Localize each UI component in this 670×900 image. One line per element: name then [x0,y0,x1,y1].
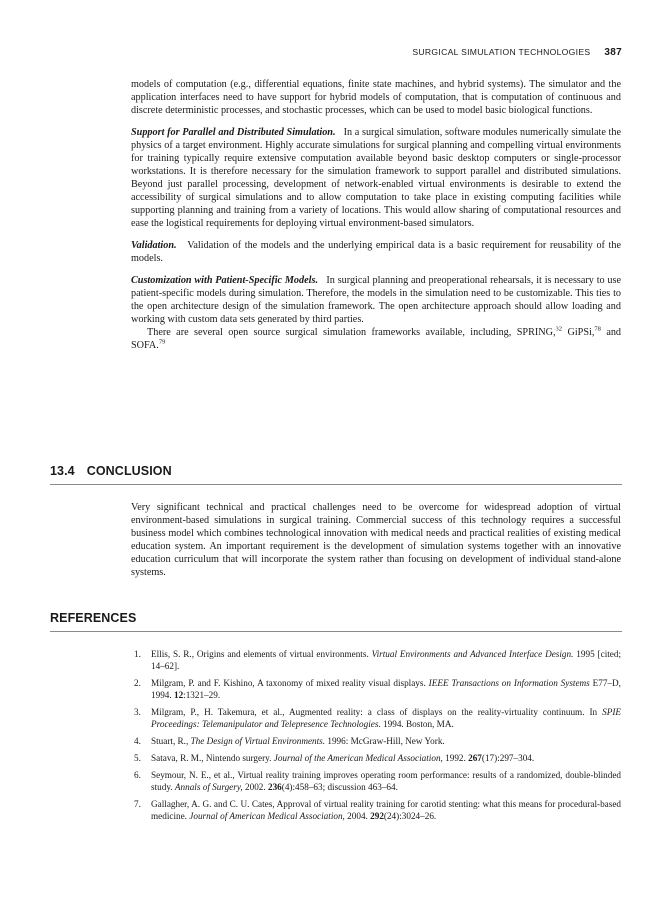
reference-authors: Ellis, S. R., Origins and elements of virtual environments. [151,649,369,659]
section-heading-references [50,611,622,632]
reference-volume: 236 [267,782,282,792]
reference-volume: 12 [173,690,184,700]
reference-authors: Milgram, P., H. Takemura, et al., Augmented reality: a class of displays on the reality-virtuality continuum. In [151,707,598,717]
frameworks-sofa: and SOFA. [131,327,622,351]
reference-details: 2004. [347,811,368,821]
citation-gipsi: 78 [594,325,601,333]
reference-authors: Seymour, N. E., et al., Virtual reality training improves operating room performance: results of a randomized, double-blinded study. [151,770,621,792]
reference-source: Journal of the American Medical Association, [273,753,443,763]
reference-authors: Satava, R. M., Nintendo surgery. [151,753,272,763]
paragraph-conclusion: Very significant technical and practical challenges need to be overcome for widespread adoption of virtual environment-based simulations in surgical training. Commercial success of this technology requires a successful business model which combines technological innovation with medical needs and practical realities of existing medical education system. An important requirement is the development of simulation systems together with an innovative education curriculum that will incorporate the system rather than focusing on development of individual stand-alone systems. [131,502,621,578]
run-in-heading-parallel: Support for Parallel and Distributed Simulation. [131,127,336,138]
page-number: 387 [604,47,622,58]
reference-pages: (24):3024–26. [383,811,437,821]
frameworks-gipsi: GiPSi, [567,327,595,338]
paragraph-parallel-body: In a surgical simulation, software modules numerically simulate the physics of a target environment. Highly accurate simulations for surgical planning and compelling virtual environments for training typically require extensive computation available beyond basic desktop computers or single-processor workstations. It is therefore necessary for the simulation framework to support parallel and distributed simulations. Beyond just parallel processing, development of network-enabled virtual environments is desirable to extend the accessibility of surgical simulations and to allow computation to take place in existing computing facilities while supporting planning and training from a variety of locations. This would allow sharing of computational resources and ease the logistical requirements for deploying virtual environment-based simulators. [131,127,621,229]
reference-source: Virtual Environments and Advanced Interface Design. [371,649,574,659]
citation-sofa: 79 [158,338,166,346]
reference-source: SPIE Proceedings: Telemanipulator and Telepresence Technologies. [151,707,621,729]
run-in-heading-validation: Validation. [131,240,177,251]
reference-authors: Stuart, R., [151,736,189,746]
section-heading-conclusion [50,464,622,485]
references-title: REFERENCES [50,611,137,625]
reference-list [131,648,621,827]
reference-details: 1994. Boston, MA. [383,719,454,729]
reference-authors: Milgram, P. and F. Kishino, A taxonomy of mixed reality visual displays. [151,678,426,688]
reference-item [131,769,621,793]
reference-item [131,752,621,764]
reference-pages: (4):458–63; discussion 463–64. [281,782,398,792]
section-number: 13.4 [50,464,75,478]
running-title: SURGICAL SIMULATION TECHNOLOGIES [412,47,591,57]
reference-item [131,798,621,822]
reference-number: 3. [134,707,141,717]
reference-number: 5. [134,753,141,763]
reference-details: 1996: McGraw-Hill, New York. [327,736,445,746]
paragraph-customization-body: In surgical planning and preoperational rehearsals, it is necessary to use patient-specific models during simulation. Therefore, the models in the simulation need to be customizable. This ties to the open architecture design of the simulation framework. The open architecture approach should allow loading and working with custom data sets generated by third parties. [131,275,621,325]
reference-pages: :1321–29. [183,690,221,700]
reference-details: 1992. [445,753,466,763]
reference-number: 2. [134,678,141,688]
reference-number: 4. [134,736,141,746]
paragraph-validation-body: Validation of the models and the underlying empirical data is a basic requirement for reusability of the models. [131,240,621,264]
reference-volume: 267 [468,753,482,763]
run-in-heading-customization: Customization with Patient-Specific Models. [131,275,318,286]
reference-details: 2002. [245,782,266,792]
reference-details: 1995 [cited; 14–62]. [151,649,622,671]
section-title: CONCLUSION [86,464,172,478]
reference-item [131,735,621,747]
paragraph-models-of-computation: models of computation (e.g., differential equations, finite state machines, and hybrid systems). The simulator and the application interfaces need to have support for hybrid models of computation, that is computation of continuous and discrete deterministic processes, and stochastic processes, which can be used to model basic biological functions. [131,79,621,116]
paragraph-customization [131,274,621,326]
reference-number: 6. [134,770,141,780]
body-column [131,78,621,352]
reference-details: E77–D, 1994. [151,678,621,700]
paragraph-validation [131,239,621,265]
reference-source: The Design of Virtual Environments. [190,736,326,746]
reference-source: IEEE Transactions on Information Systems [428,678,590,688]
running-header [412,47,622,58]
reference-item [131,706,621,730]
paragraph-parallel-distributed [131,126,621,230]
frameworks-lead: There are several open source surgical simulation frameworks available, including, SPRING, [147,327,556,338]
reference-pages: (17):297–304. [481,753,535,763]
paragraph-frameworks [131,326,621,352]
reference-volume: 292 [370,811,384,821]
conclusion-column [131,501,621,579]
citation-spring: 32 [555,325,563,333]
reference-source: Annals of Surgery, [174,782,243,792]
reference-item [131,677,621,701]
reference-item [131,648,621,672]
reference-number: 1. [134,649,141,659]
reference-number: 7. [134,799,141,809]
reference-source: Journal of American Medical Association, [189,811,345,821]
reference-authors: Gallagher, A. G. and C. U. Cates, Approval of virtual reality training for carotid stenting: what this means for procedural-based medicine. [151,799,621,821]
